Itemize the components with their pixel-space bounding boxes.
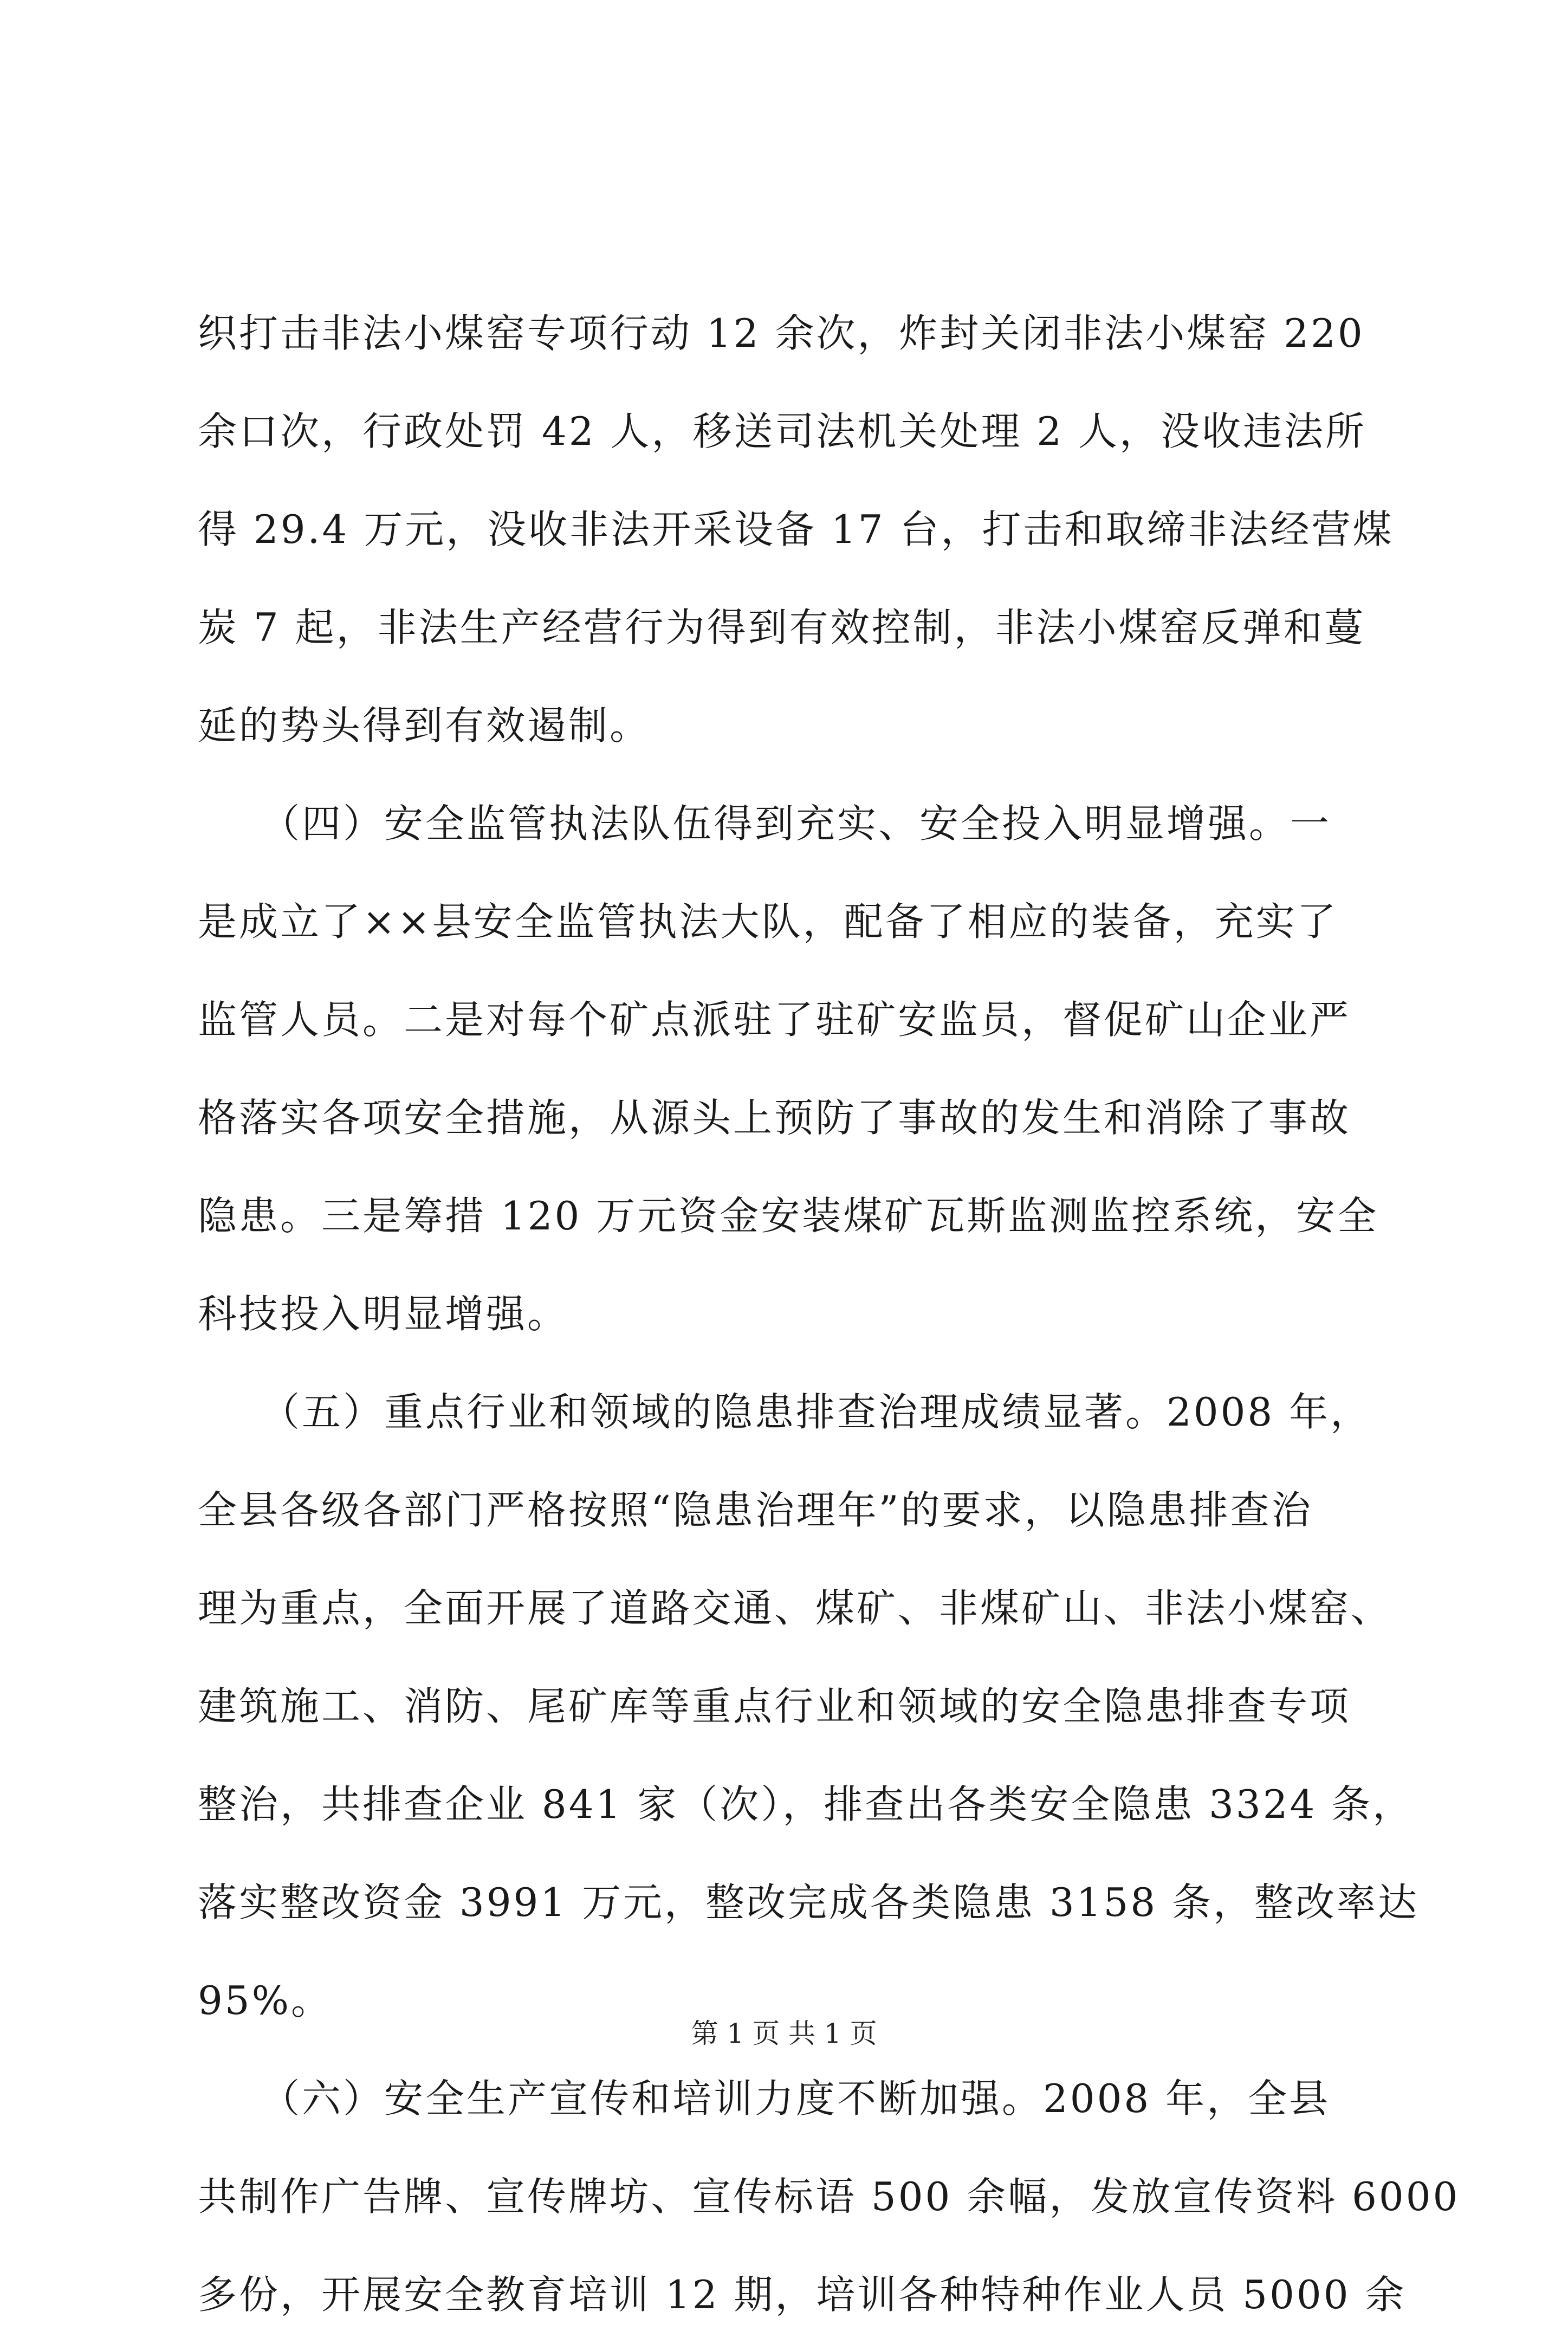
text-line: 监管人员。二是对每个矿点派驻了驻矿安监员，督促矿山企业严 — [198, 997, 1351, 1043]
text-line: （五）重点行业和领域的隐患排查治理成绩显著。2008 年， — [198, 1389, 1372, 1435]
text-line: 共制作广告牌、宣传牌坊、宣传标语 500 余幅，发放宣传资料 6000 — [198, 2174, 1460, 2219]
text-line: 建筑施工、消防、尾矿库等重点行业和领域的安全隐患排查专项 — [198, 1683, 1351, 1729]
text-line: 科技投入明显增强。 — [198, 1291, 569, 1337]
text-line: 织打击非法小煤窑专项行动 12 余次，炸封关闭非法小煤窑 220 — [198, 310, 1365, 356]
text-line: （四）安全监管执法队伍得到充实、安全投入明显增强。一 — [198, 801, 1332, 846]
text-line: 多份，开展安全教育培训 12 期，培训各种特种作业人员 5000 余 — [198, 2272, 1407, 2317]
text-line: 理为重点，全面开展了道路交通、煤矿、非煤矿山、非法小煤窑、 — [198, 1585, 1392, 1631]
text-line: （六）安全生产宣传和培训力度不断加强。2008 年，全县 — [198, 2076, 1331, 2121]
text-line: 95%。 — [198, 1978, 333, 2023]
text-line: 延的势头得到有效遏制。 — [198, 703, 651, 748]
text-line: 整治，共排查企业 841 家（次），排查出各类安全隐患 3324 条， — [198, 1782, 1414, 1827]
text-line: 格落实各项安全措施，从源头上预防了事故的发生和消除了事故 — [198, 1095, 1351, 1141]
text-line: 余口次，行政处罚 42 人，移送司法机关处理 2 人，没收违法所 — [198, 409, 1366, 454]
text-line: 得 29.4 万元，没收非法开采设备 17 台，打击和取缔非法经营煤 — [198, 507, 1394, 552]
text-line: 是成立了××县安全监管执法大队，配备了相应的装备，充实了 — [198, 899, 1338, 944]
page-number-footer: 第 1 页 共 1 页 — [691, 2018, 877, 2049]
text-line: 全县各级各部门严格按照“隐患治理年”的要求，以隐患排查治 — [198, 1487, 1313, 1533]
text-line: 炭 7 起，非法生产经营行为得到有效控制，非法小煤窑反弹和蔓 — [198, 605, 1366, 650]
text-line: 落实整改资金 3991 万元，整改完成各类隐患 3158 条，整改率达 — [198, 1880, 1420, 1925]
text-line: 隐患。三是筹措 120 万元资金安装煤矿瓦斯监测监控系统，安全 — [198, 1193, 1379, 1239]
